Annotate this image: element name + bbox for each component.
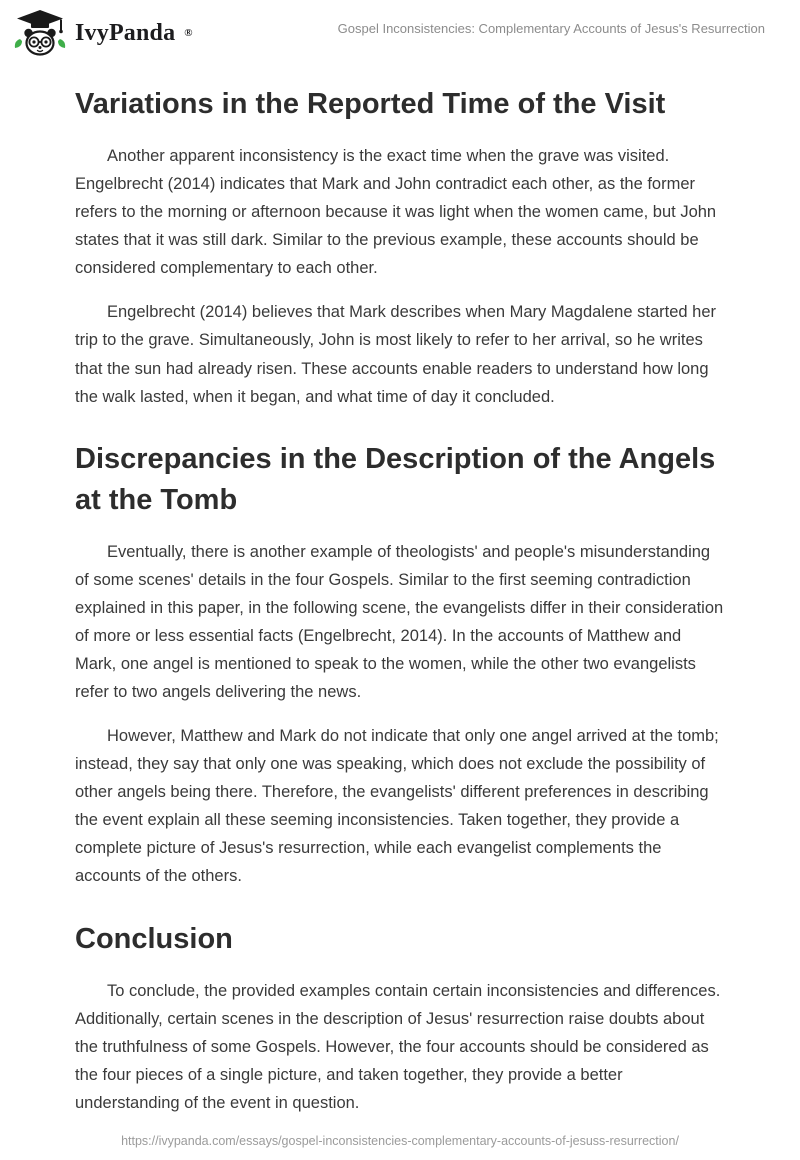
essay-content bbox=[0, 58, 800, 1117]
section-heading: Conclusion bbox=[75, 922, 233, 955]
paragraph: Engelbrecht (2014) believes that Mark describes when Mary Magdalene started her trip to the grave. Simultaneously, John is most likely to refer to her arrival, so he writes that the sun had already risen. These accounts enable readers to understand how long the walk lasted, when it began, and what time of day it concluded. bbox=[75, 303, 716, 406]
paragraph: Another apparent inconsistency is the exact time when the grave was visited. Engelbrecht (2014) indicates that Mark and John contradict each other, as the former refers to the morning or afternoon because it was light when the women came, but John states that it was still dark. Similar to the previous example, these accounts should be considered complementary to each other. bbox=[75, 147, 717, 278]
brand-name: IvyPanda bbox=[75, 19, 176, 46]
page-footer-url: https://ivypanda.com/essays/gospel-inconsistencies-complementary-accounts-of-jesuss-resurrection/ bbox=[121, 1134, 679, 1148]
graduation-cap-panda-icon bbox=[14, 9, 66, 57]
section-heading: Discrepancies in the Description of the Angels at the Tomb bbox=[75, 442, 716, 516]
ivypanda-logo[interactable] bbox=[14, 9, 193, 57]
registered-mark: ® bbox=[184, 27, 193, 39]
paragraph: To conclude, the provided examples contain certain inconsistencies and differences. Additionally, certain scenes in the description of Jesus' resurrection raise doubts about the truthfulness of some Gospels. However, the four accounts should be considered as the four pieces of a single picture, and taken together, they provide a better understanding of the event in question. bbox=[75, 981, 721, 1112]
paragraph: However, Matthew and Mark do not indicate that only one angel arrived at the tomb; instead, they say that only one was speaking, which does not exclude the possibility of other angels being there. Therefore, the evangelists' different preferences in describing the event explain all these seeming inconsistencies. Taken together, they provide a complete picture of Jesus's resurrection, while each evangelist complements the accounts of the others. bbox=[75, 727, 719, 886]
page-header bbox=[0, 0, 800, 58]
section-heading: Variations in the Reported Time of the Visit bbox=[75, 88, 666, 120]
paragraph: Eventually, there is another example of theologists' and people's misunderstanding of some scenes' details in the four Gospels. Similar to the first seeming contradiction explained in this paper, in the following scene, the evangelists differ in their consideration of more or less essential facts (Engelbrecht, 2014). In the accounts of Matthew and Mark, one angel is mentioned to speak to the women, while the other two evangelists refer to two angels delivering the news. bbox=[75, 542, 724, 702]
document-title: Gospel Inconsistencies: Complementary Accounts of Jesus's Resurrection bbox=[337, 21, 765, 36]
